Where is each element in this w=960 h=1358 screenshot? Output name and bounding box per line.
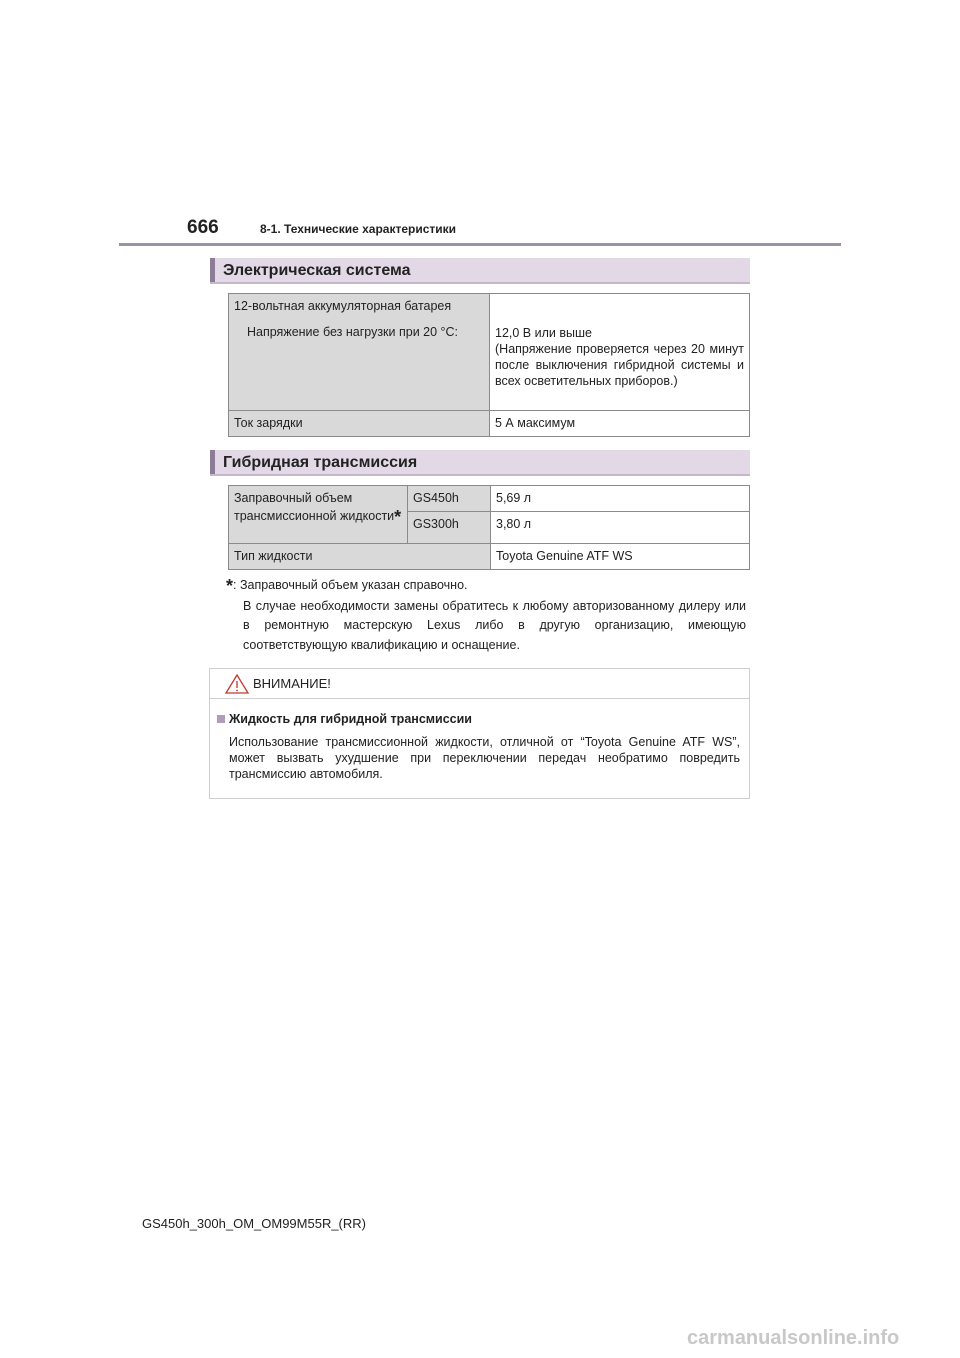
voltage-value: 12,0 В или выше <box>495 326 592 340</box>
transmission-heading-title: Гибридная трансмиссия <box>223 454 418 471</box>
charge-label-cell <box>229 411 490 437</box>
electrical-heading <box>210 258 750 284</box>
capacity-label-cell <box>229 486 408 544</box>
model-gs300h: GS300h <box>413 517 459 531</box>
capacity-gs450h: 5,69 л <box>496 491 532 505</box>
capacity-footnote-mark: * <box>394 507 402 527</box>
caution-item-title-text: Жидкость для гибридной трансмиссии <box>229 712 472 726</box>
model-cell <box>408 512 491 544</box>
warning-triangle-icon <box>225 674 249 699</box>
header-divider <box>119 243 841 246</box>
fluid-type-label-cell <box>229 544 491 570</box>
footnote-marker: * <box>226 576 234 596</box>
bullet-square-icon <box>217 715 225 723</box>
document-id: GS450h_300h_OM_OM99M55R_(RR) <box>142 1216 366 1231</box>
caution-text: Использование трансмиссионной жидкости, отличной от “Toyota Genuine ATF WS”, может вызвать ухудшение при переключении передач необратимо повредить трансмиссию автомобиля. <box>229 735 740 781</box>
battery-label: 12-вольтная аккумуляторная батарея <box>234 299 452 313</box>
table-row <box>229 411 750 437</box>
fluid-type-value-cell <box>491 544 750 570</box>
footnote-body: В случае необходимости замены обратитесь к любому авторизованному дилеру или в ремонтную мастерскую Lexus либо в другую организацию, имеющую соответствующую квалификацию и оснащение. <box>243 598 746 652</box>
page-number: 666 <box>187 217 219 238</box>
table-row <box>229 294 750 411</box>
voltage-cell <box>490 294 750 411</box>
capacity-value-cell <box>491 512 750 544</box>
charge-value: 5 А максимум <box>495 416 576 430</box>
caution-box <box>209 668 750 799</box>
charge-value-cell <box>490 411 750 437</box>
watermark: carmanualsonline.info <box>687 1327 900 1349</box>
capacity-gs300h: 3,80 л <box>496 517 532 531</box>
table-row <box>229 486 750 512</box>
transmission-heading <box>210 450 750 476</box>
caution-item-title <box>217 712 472 726</box>
caution-label: ВНИМАНИЕ! <box>253 676 331 691</box>
voltage-note: (Напряжение проверяется через 20 минут после выключения гибридной системы и всех осветительных приборов.) <box>495 342 744 388</box>
capacity-label: Заправочный объем трансмиссионной жидкости <box>234 491 395 523</box>
heading-accent <box>210 258 215 282</box>
model-cell <box>408 486 491 512</box>
electrical-table <box>228 293 750 437</box>
footnote <box>226 576 746 655</box>
voltage-label: Напряжение без нагрузки при 20 °C: <box>247 325 459 339</box>
table-row <box>229 544 750 570</box>
transmission-table <box>228 485 750 570</box>
heading-accent <box>210 450 215 474</box>
fluid-type-label: Тип жидкости <box>234 549 313 563</box>
footnote-first-line: : Заправочный объем указан справочно. <box>233 578 468 592</box>
model-gs450h: GS450h <box>413 491 459 505</box>
section-title: 8-1. Технические характеристики <box>260 222 457 236</box>
fluid-type-value: Toyota Genuine ATF WS <box>496 549 633 563</box>
caution-header <box>210 669 749 699</box>
charge-label: Ток зарядки <box>234 416 303 430</box>
capacity-value-cell <box>491 486 750 512</box>
battery-cell <box>229 294 490 411</box>
electrical-heading-title: Электрическая система <box>223 262 411 279</box>
